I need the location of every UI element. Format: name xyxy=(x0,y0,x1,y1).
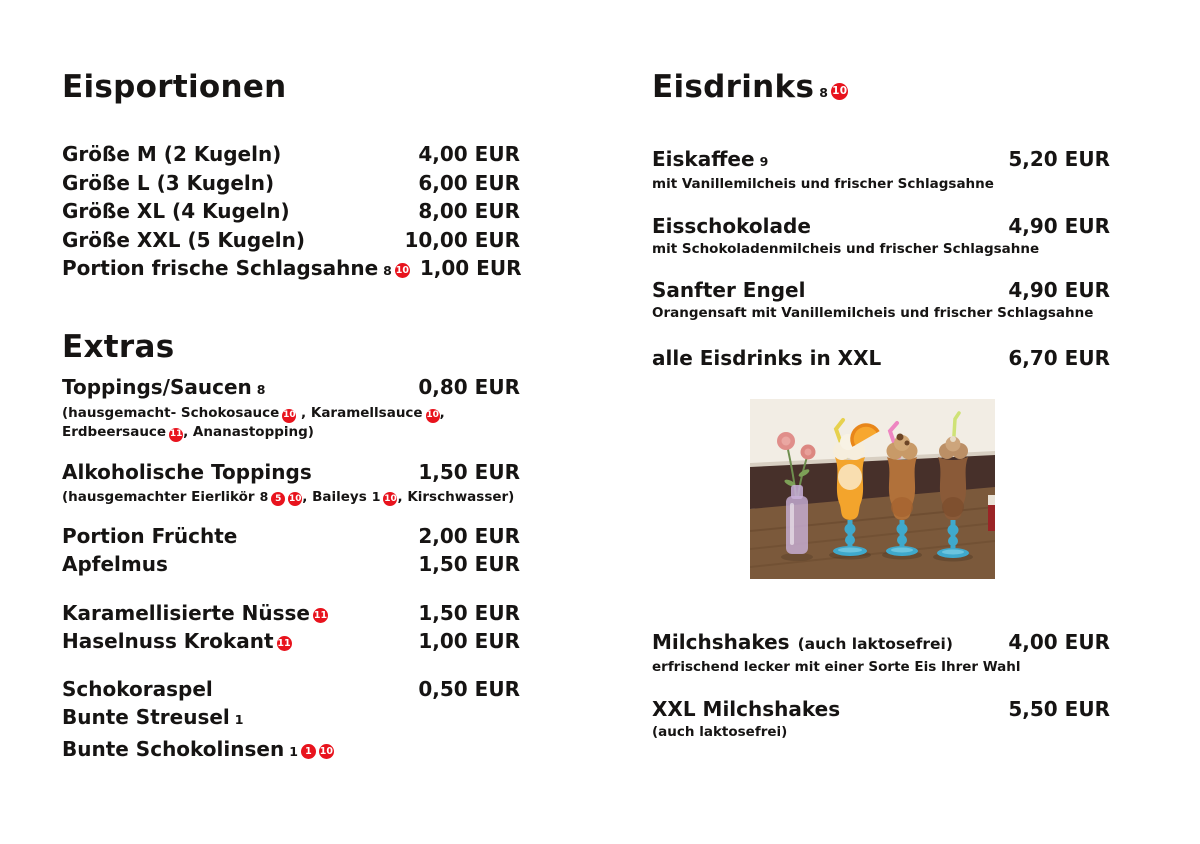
allergen-badge: 10 xyxy=(831,83,848,100)
menu-item-row xyxy=(652,277,1110,304)
menu-item-name: Apfelmus xyxy=(62,552,168,576)
menu-item-price: 4,90 EUR xyxy=(1008,214,1110,238)
allergen-badge: 11 xyxy=(169,428,183,442)
footnote-number: 9 xyxy=(759,154,769,169)
menu-item-name: XXL Milchshakes xyxy=(652,696,841,721)
footnote-number: 8 xyxy=(256,381,266,397)
right-column xyxy=(652,70,1110,742)
menu-item-name: Portion frische Schlagsahne 8 10 xyxy=(62,256,409,280)
menu-item-price: 6,70 EUR xyxy=(1008,346,1110,370)
allergen-badge: 10 xyxy=(319,745,334,757)
fruit-group xyxy=(62,522,520,579)
sprinkles-group xyxy=(62,675,520,767)
menu-item-row xyxy=(652,146,1110,175)
menu-item-row xyxy=(62,627,520,656)
menu-item-row xyxy=(62,169,520,198)
menu-item-row xyxy=(652,213,1110,240)
menu-item-row xyxy=(62,703,520,735)
section-title-extras: Extras xyxy=(62,328,175,365)
menu-item-price: 6,00 EUR xyxy=(418,170,520,195)
menu-item-row xyxy=(62,373,520,405)
menu-item-name: Alkoholische Toppings xyxy=(62,460,312,484)
menu-item-description: (auch laktosefrei) xyxy=(652,723,788,740)
section-title-eisportionen: Eisportionen xyxy=(62,69,287,105)
menu-item-name: Schokoraspel xyxy=(62,676,213,701)
menu-item-row xyxy=(62,140,520,169)
menu-item-row xyxy=(62,254,520,286)
menu-item-price: 2,00 EUR xyxy=(418,523,520,548)
allergen-badge: 10 xyxy=(395,265,409,276)
menu-item-price: 8,00 EUR xyxy=(418,199,520,223)
allergen-badge: 10 xyxy=(288,492,302,506)
menu-item-price: 1,00 EUR xyxy=(419,256,522,280)
eisportionen-items xyxy=(62,140,520,286)
drink-eiskaffee xyxy=(652,146,1110,194)
alkoholische-detail: (hausgemachter Eierlikör 8 5 10, Baileys 1 10, Kirschwasser) xyxy=(62,488,515,505)
allergen-badge: 11 xyxy=(313,609,328,621)
footnote-number: 1 xyxy=(234,712,244,727)
menu-item-row xyxy=(652,629,1110,658)
menu-item-price: 0,80 EUR xyxy=(418,374,520,399)
menu-item-row-alle-xxl xyxy=(652,344,1110,373)
menu-item-row xyxy=(62,458,520,487)
menu-item-row xyxy=(62,675,520,704)
left-column xyxy=(62,70,520,766)
menu-item-description: erfrischend lecker mit einer Sorte Eis Ihrer Wahl xyxy=(652,658,1021,675)
footnote-number: 8 xyxy=(819,85,829,100)
menu-item-name: Größe L (3 Kugeln) xyxy=(62,170,275,195)
menu-item-price: 5,50 EUR xyxy=(1008,696,1110,721)
menu-item-name: Eiskaffee 9 xyxy=(652,147,769,171)
toppings-detail-line2: Erdbeersauce 11, Ananastopping) xyxy=(62,424,314,440)
menu-item-name: Milchshakes (auch laktosefrei) xyxy=(652,629,953,654)
menu-item-price: 1,50 EUR xyxy=(418,600,520,625)
allergen-badge: 10 xyxy=(282,409,296,423)
footnote-number: 1 xyxy=(371,488,381,504)
menu-item-name: Bunte Streusel 1 xyxy=(62,705,244,729)
menu-item-name: Bunte Schokolinsen 1 1 10 xyxy=(62,736,334,761)
menu-item-name: Sanfter Engel xyxy=(652,278,806,302)
menu-item-name: Toppings/Saucen 8 xyxy=(62,374,266,399)
menu-item-name: Größe M (2 Kugeln) xyxy=(62,142,282,166)
allergen-badge: 10 xyxy=(383,492,397,506)
allergen-badge: 10 xyxy=(426,409,440,423)
menu-item-price: 1,00 EUR xyxy=(418,629,520,653)
allergen-badge: 1 xyxy=(301,744,316,759)
menu-item-name: Portion Früchte xyxy=(62,523,238,548)
menu-item-price: 10,00 EUR xyxy=(404,227,520,252)
menu-item-price: 5,20 EUR xyxy=(1008,147,1110,171)
menu-item-price: 0,50 EUR xyxy=(418,676,520,701)
menu-item-price: 4,00 EUR xyxy=(418,142,520,166)
menu-item-price: 1,50 EUR xyxy=(418,460,520,484)
menu-item-row xyxy=(62,550,520,579)
footnote-number: 1 xyxy=(289,743,298,759)
toppings-detail-line1: (hausgemacht- Schokosauce 10 , Karamellsauce 10, xyxy=(62,405,445,421)
menu-item-row xyxy=(62,197,520,226)
menu-item-name: Größe XXL (5 Kugeln) xyxy=(62,227,305,252)
menu-item-name: Eisschokolade xyxy=(652,214,811,238)
menu-item-description: Orangensaft mit Vanillemilcheis und frischer Schlagsahne xyxy=(652,305,1094,321)
allergen-badge: 5 xyxy=(271,492,285,506)
menu-item-name: Haselnuss Krokant 11 xyxy=(62,629,291,653)
milkshakes-photo xyxy=(750,399,995,579)
drink-xxl-milchshakes xyxy=(652,696,1110,742)
drink-eisschokolade xyxy=(652,213,1110,259)
drink-milchshakes xyxy=(652,629,1110,677)
menu-item-name: Größe XL (4 Kugeln) xyxy=(62,199,290,223)
menu-item-price: 4,00 EUR xyxy=(1008,629,1110,654)
nuts-group xyxy=(62,599,520,656)
footnote-number: 8 xyxy=(383,263,392,278)
menu-item-price: 1,50 EUR xyxy=(418,552,520,576)
menu-item-name: Karamellisierte Nüsse 11 xyxy=(62,600,328,625)
inline-note: (auch laktosefrei) xyxy=(797,634,953,653)
menu-item-price: 4,90 EUR xyxy=(1008,278,1110,302)
section-title-eisdrinks: Eisdrinks 8 10 xyxy=(652,69,848,105)
menu-item-description: mit Vanillemilcheis und frischer Schlagsahne xyxy=(652,176,994,192)
allergen-badge: 11 xyxy=(277,638,291,649)
menu-item-name: alle Eisdrinks in XXL xyxy=(652,346,882,370)
menu-item-row xyxy=(62,599,520,628)
menu-item-row xyxy=(62,735,520,767)
footnote-number: 8 xyxy=(259,488,269,504)
menu-item-row xyxy=(62,522,520,551)
menu-item-row xyxy=(62,226,520,255)
drink-sanfter-engel xyxy=(652,277,1110,323)
menu-item-row xyxy=(652,696,1110,723)
menu-item-description: mit Schokoladenmilcheis und frischer Schlagsahne xyxy=(652,241,1040,257)
